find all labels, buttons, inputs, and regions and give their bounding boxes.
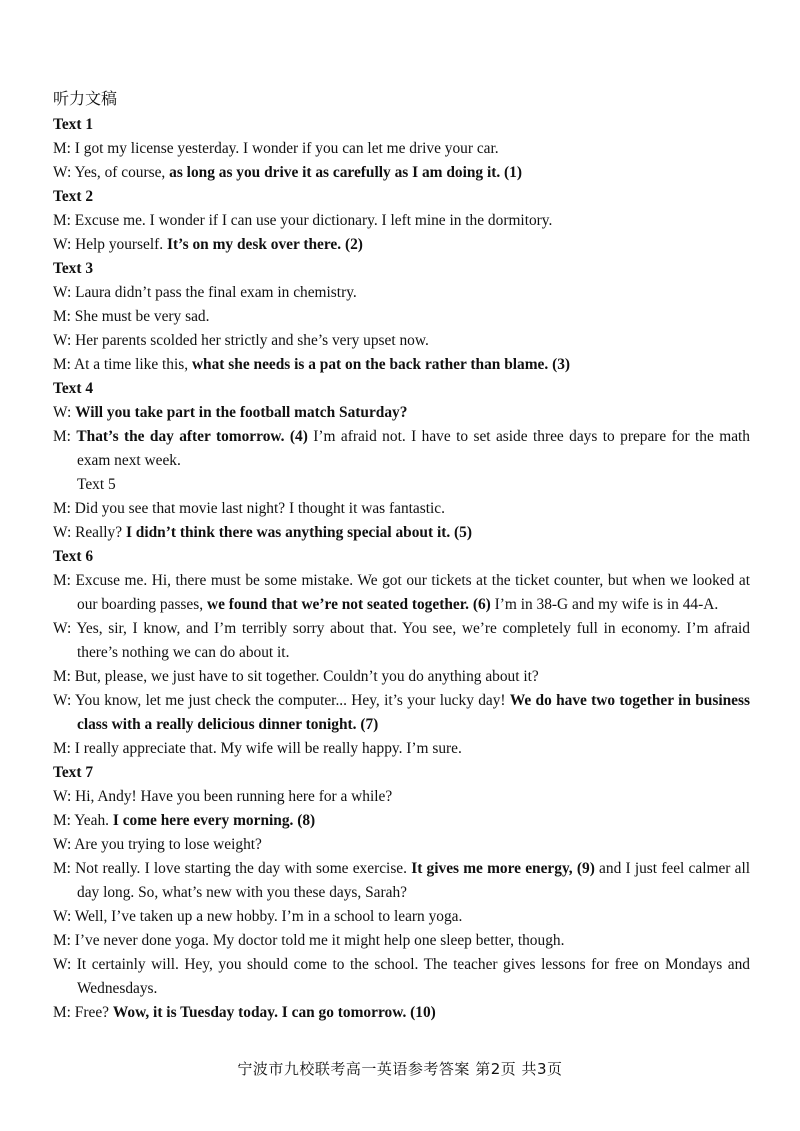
dialog-line bbox=[53, 137, 750, 161]
dialog-line bbox=[53, 617, 750, 665]
transcript-body bbox=[53, 113, 750, 1025]
line-text: W: Hi, Andy! Have you been running here for a while? bbox=[53, 788, 393, 805]
line-text: W: It certainly will. Hey, you should come to the school. The teacher gives lessons for free on Mondays and Wednesdays. bbox=[53, 956, 750, 997]
answer-text: I come here every morning. (8) bbox=[112, 812, 316, 829]
section-heading bbox=[53, 473, 750, 497]
line-text: W: Help yourself. bbox=[53, 236, 167, 253]
dialog-line bbox=[53, 161, 750, 185]
section-heading bbox=[53, 185, 750, 209]
dialog-line bbox=[53, 401, 750, 425]
line-text: M: She must be very sad. bbox=[53, 308, 210, 325]
answer-text: Text 2 bbox=[53, 188, 94, 205]
answer-text: It gives me more energy, (9) bbox=[411, 860, 595, 877]
dialog-line bbox=[53, 833, 750, 857]
line-text: M: I got my license yesterday. I wonder if you can let me drive your car. bbox=[53, 140, 499, 157]
dialog-line bbox=[53, 1001, 750, 1025]
section-heading bbox=[53, 377, 750, 401]
dialog-line bbox=[53, 497, 750, 521]
line-text: I’m afraid not. I have to set aside three days to prepare for the math exam next week. bbox=[77, 428, 750, 469]
section-heading bbox=[53, 761, 750, 785]
dialog-line bbox=[53, 785, 750, 809]
section-heading bbox=[53, 257, 750, 281]
line-text: W: Yes, of course, bbox=[53, 164, 170, 181]
line-text: W: You know, let me just check the computer... Hey, it’s your lucky day! bbox=[53, 692, 510, 709]
dialog-line bbox=[53, 425, 750, 473]
answer-text: Text 3 bbox=[53, 260, 94, 277]
answer-text: Wow, it is Tuesday today. I can go tomorrow. (10) bbox=[112, 1004, 436, 1021]
line-text: M: I really appreciate that. My wife will be really happy. I’m sure. bbox=[53, 740, 462, 757]
line-text: M: bbox=[53, 428, 77, 445]
answer-text: That’s the day after tomorrow. (4) bbox=[76, 428, 308, 445]
dialog-line bbox=[53, 953, 750, 1001]
answer-text: Text 4 bbox=[53, 380, 94, 397]
line-text: I’m in 38-G and my wife is in 44-A. bbox=[490, 596, 719, 613]
line-text: W: Her parents scolded her strictly and she’s very upset now. bbox=[53, 332, 429, 349]
line-text: M: At a time like this, bbox=[53, 356, 192, 373]
answer-text: we found that we’re not seated together. (6) bbox=[206, 596, 491, 613]
line-text: M: I’ve never done yoga. My doctor told me it might help one sleep better, though. bbox=[53, 932, 565, 949]
dialog-line bbox=[53, 209, 750, 233]
line-text: W: Are you trying to lose weight? bbox=[53, 836, 262, 853]
dialog-line bbox=[53, 737, 750, 761]
answer-text: It’s on my desk over there. (2) bbox=[166, 236, 363, 253]
section-heading bbox=[53, 545, 750, 569]
page-footer: 宁波市九校联考高一英语参考答案 第2页 共3页 bbox=[237, 1060, 563, 1078]
line-text: W: Laura didn’t pass the final exam in chemistry. bbox=[53, 284, 357, 301]
dialog-line bbox=[53, 353, 750, 377]
line-text: W: bbox=[53, 404, 76, 421]
line-text: W: Well, I’ve taken up a new hobby. I’m in a school to learn yoga. bbox=[53, 908, 463, 925]
dialog-line bbox=[53, 305, 750, 329]
dialog-line bbox=[53, 281, 750, 305]
line-text: M: Did you see that movie last night? I thought it was fantastic. bbox=[53, 500, 445, 517]
document-title: 听力文稿 bbox=[53, 89, 118, 108]
answer-text: Text 1 bbox=[53, 116, 94, 133]
line-text: M: Yeah. bbox=[53, 812, 113, 829]
line-text: W: Yes, sir, I know, and I’m terribly sorry about that. You see, we’re completely full in economy. I’m afraid there’s nothing we can do about it. bbox=[53, 620, 750, 661]
line-text: Text 5 bbox=[77, 476, 116, 493]
answer-text: as long as you drive it as carefully as I am doing it. (1) bbox=[169, 164, 522, 181]
dialog-line bbox=[53, 521, 750, 545]
dialog-line bbox=[53, 905, 750, 929]
dialog-line bbox=[53, 665, 750, 689]
dialog-line bbox=[53, 857, 750, 905]
dialog-line bbox=[53, 929, 750, 953]
answer-text: Text 6 bbox=[53, 548, 94, 565]
line-text: W: Really? bbox=[53, 524, 126, 541]
line-text: M: But, please, we just have to sit together. Couldn’t you do anything about it? bbox=[53, 668, 539, 685]
dialog-line bbox=[53, 689, 750, 737]
dialog-line bbox=[53, 329, 750, 353]
answer-text: Text 7 bbox=[53, 764, 94, 781]
answer-text: We do have two together in business class with a really delicious dinner tonight. (7) bbox=[77, 692, 750, 733]
line-text: and I just feel calmer all day long. So, what’s new with you these days, Sarah? bbox=[77, 860, 751, 901]
line-text: M: Excuse me. Hi, there must be some mistake. We got our tickets at the ticket counter, but when we looked at our boarding passes, bbox=[53, 572, 750, 613]
line-text: M: Excuse me. I wonder if I can use your dictionary. I left mine in the dormitory. bbox=[53, 212, 553, 229]
answer-text: what she needs is a pat on the back rather than blame. (3) bbox=[191, 356, 571, 373]
dialog-line bbox=[53, 569, 750, 617]
dialog-line bbox=[53, 233, 750, 257]
section-heading bbox=[53, 113, 750, 137]
line-text: M: Not really. I love starting the day with some exercise. bbox=[53, 860, 412, 877]
answer-text: I didn’t think there was anything special about it. (5) bbox=[125, 524, 472, 541]
line-text: M: Free? bbox=[53, 1004, 113, 1021]
dialog-line bbox=[53, 809, 750, 833]
answer-text: Will you take part in the football match Saturday? bbox=[75, 404, 408, 421]
